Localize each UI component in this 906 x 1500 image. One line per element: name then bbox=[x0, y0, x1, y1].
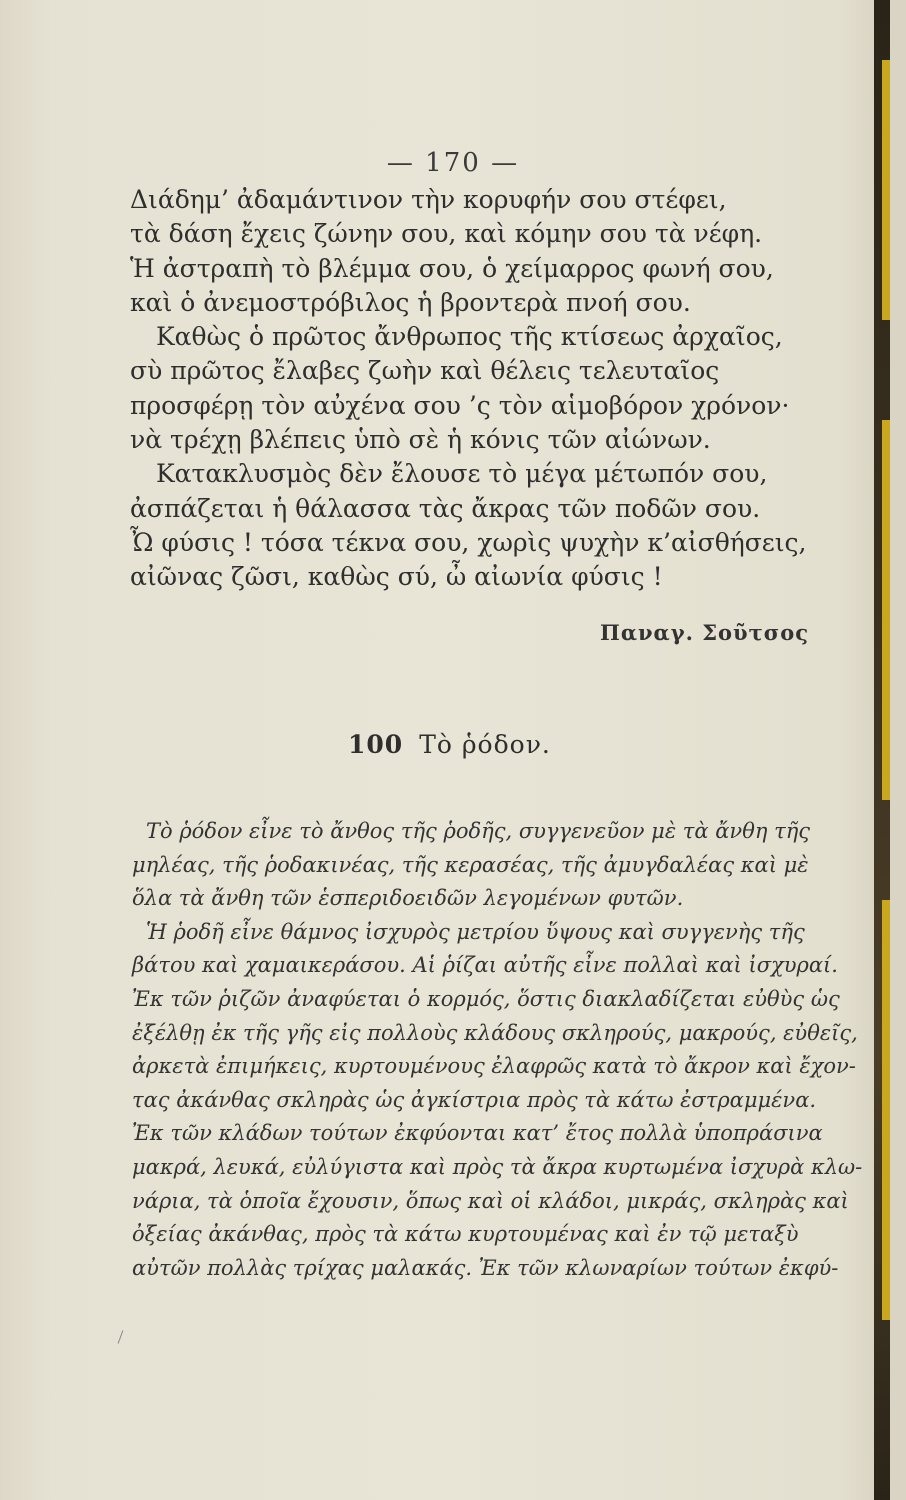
poem-line: τὰ δάση ἔχεις ζώνην σου, καὶ κόμην σου τὰ νέφη. bbox=[130, 219, 763, 249]
prose-line: βάτου καὶ χαμαικεράσου. Αἱ ῥίζαι αὐτῆς εἶνε πολλαὶ καὶ ἰσχυραί. bbox=[132, 953, 838, 978]
poem-line: νὰ τρέχῃ βλέπεις ὑπὸ σὲ ἡ κόνις τῶν αἰώνων. bbox=[130, 425, 711, 455]
prose-line: μακρά, λευκά, εὐλύγιστα καὶ πρὸς τὰ ἄκρα κυρτωμένα ἰσχυρὰ κλω- bbox=[132, 1154, 863, 1179]
prose-line: ὅλα τὰ ἄνθη τῶν ἑσπεριδοειδῶν λεγομένων φυτῶν. bbox=[132, 886, 684, 911]
section-number: 100 bbox=[348, 730, 404, 759]
prose-line: ὀξείας ἀκάνθας, πρὸς τὰ κάτω κυρτουμένας καὶ ἐν τῷ μεταξὺ bbox=[132, 1222, 799, 1247]
section-heading bbox=[348, 730, 551, 759]
section-title: Τὸ ῥόδον. bbox=[419, 730, 551, 759]
poem-line: Καθὼς ὁ πρῶτος ἄνθρωπος τῆς κτίσεως ἀρχαῖος, bbox=[156, 322, 783, 352]
prose-line: Ἐκ τῶν κλάδων τούτων ἐκφύονται κατ’ ἔτος πολλὰ ὑποπράσινα bbox=[132, 1121, 823, 1146]
poem-line: καὶ ὁ ἀνεμοστρόβιλος ἡ βροντερὰ πνοή σου. bbox=[130, 287, 691, 317]
poem-line: αἰῶνας ζῶσι, καθὼς σύ, ὦ αἰωνία φύσις ! bbox=[130, 562, 663, 592]
poem-line: Ἡ ἀστραπὴ τὸ βλέμμα σου, ὁ χείμαρρος φωνή σου, bbox=[130, 253, 774, 283]
poem-block bbox=[130, 183, 810, 595]
prose-block bbox=[132, 815, 863, 1285]
prose-line: ἀρκετὰ ἐπιμήκεις, κυρτουμένους ἐλαφρῶς κατὰ τὸ ἄκρον καὶ ἔχον- bbox=[132, 1054, 856, 1079]
prose-line: ἐξέλθῃ ἐκ τῆς γῆς εἰς πολλοὺς κλάδους σκληρούς, μακρούς, εὐθεῖς, bbox=[132, 1020, 858, 1045]
prose-line: Ἐκ τῶν ῥιζῶν ἀναφύεται ὁ κορμός, ὅστις διακλαδίζεται εὐθὺς ὡς bbox=[132, 986, 840, 1011]
poem-line: Ὦ φύσις ! τόσα τέκνα σου, χωρὶς ψυχὴν κ’αἰσθήσεις, bbox=[130, 527, 807, 557]
poem-line: Κατακλυσμὸς δὲν ἔλουσε τὸ μέγα μέτωπόν σου, bbox=[156, 459, 768, 489]
page-edge-strip bbox=[874, 0, 890, 1500]
prose-line: τας ἀκάνθας σκληρὰς ὡς ἀγκίστρια πρὸς τὰ κάτω ἐστραμμένα. bbox=[132, 1087, 817, 1112]
prose-line: μηλέας, τῆς ῥοδακινέας, τῆς κερασέας, τῆς ἀμυγδαλέας καὶ μὲ bbox=[132, 852, 809, 877]
poem-line: Διάδημ’ ἀδαμάντινον τὴν κορυφήν σου στέφει, bbox=[130, 185, 727, 214]
prose-line: Τὸ ῥόδον εἶνε τὸ ἄνθος τῆς ῥοδῆς, συγγενεῦον μὲ τὰ ἄνθη τῆς bbox=[146, 819, 811, 843]
page-number: — 170 — bbox=[386, 148, 520, 178]
poem-line: ἀσπάζεται ἡ θάλασσα τὰς ἄκρας τῶν ποδῶν σου. bbox=[130, 493, 761, 523]
poem-line: σὺ πρῶτος ἔλαβες ζωὴν καὶ θέλεις τελευταῖος bbox=[130, 356, 720, 386]
poem-line: προσφέρῃ τὸν αὐχένα σου ’ς τὸν αἱμοβόρον χρόνον· bbox=[130, 390, 790, 420]
prose-line: Ἡ ῥοδῆ εἶνε θάμνος ἰσχυρὸς μετρίου ὕψους καὶ συγγενὴς τῆς bbox=[146, 919, 805, 944]
prose-line: νάρια, τὰ ὁποῖα ἔχουσιν, ὅπως καὶ οἱ κλάδοι, μικράς, σκληρὰς καὶ bbox=[132, 1188, 849, 1213]
poem-author: Παναγ. Σοῦτσος bbox=[600, 620, 810, 645]
pencil-mark bbox=[118, 1330, 124, 1343]
prose-line: αὐτῶν πολλὰς τρίχας μαλακάς. Ἐκ τῶν κλωναρίων τούτων ἐκφύ- bbox=[132, 1255, 839, 1280]
